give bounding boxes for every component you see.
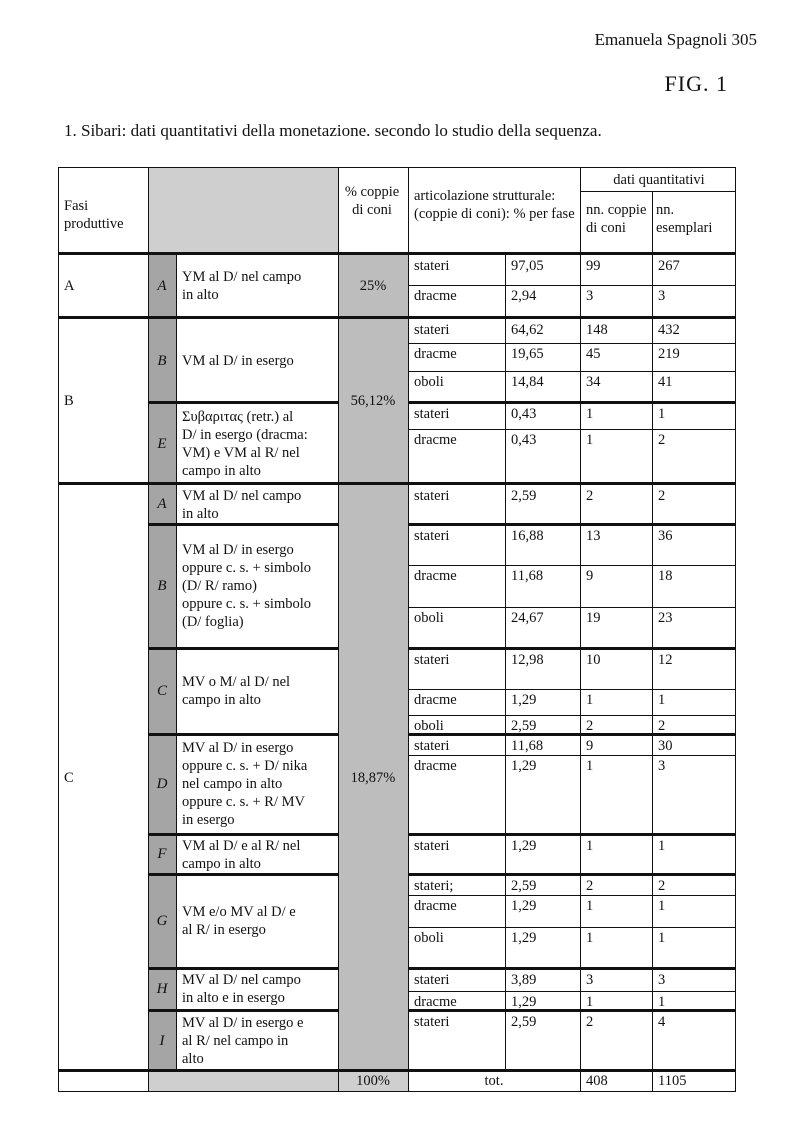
phase-top-rule	[58, 482, 735, 485]
nn-coppie-value: 2	[586, 1014, 594, 1030]
header-nn-esemplari: nn. esemplari	[656, 202, 713, 236]
nn-esemplari-value: 267	[658, 258, 680, 274]
group-data-rule	[408, 733, 735, 736]
column-rule	[148, 167, 149, 1092]
coin-type: dracme	[414, 994, 457, 1010]
coin-type: stateri;	[414, 878, 454, 894]
nn-coppie-value: 1	[586, 898, 594, 914]
phase-percentage: 1,29	[511, 994, 537, 1010]
coin-type: oboli	[414, 374, 444, 390]
group-letter: I	[159, 1033, 165, 1049]
phase-percentage: 16,88	[511, 528, 544, 544]
group-description: VM al D/ in esergo	[182, 353, 294, 369]
column-rule	[735, 167, 736, 1092]
nn-esemplari-value: 36	[658, 528, 673, 544]
coin-type: dracme	[414, 288, 457, 304]
group-letter: G	[156, 913, 168, 929]
phase-label: B	[64, 393, 74, 409]
nn-esemplari-value: 3	[658, 758, 666, 774]
nn-coppie-value: 3	[586, 972, 594, 988]
nn-esemplari-value: 3	[658, 288, 666, 304]
coin-type: oboli	[414, 930, 444, 946]
group-description: VM al D/ nel campo in alto	[182, 488, 302, 522]
phase-percent: 56,12%	[350, 393, 396, 409]
coin-type: stateri	[414, 972, 450, 988]
nn-esemplari-value: 1	[658, 838, 666, 854]
nn-esemplari-value: 1	[658, 692, 666, 708]
coin-type: stateri	[414, 738, 450, 754]
group-letter: D	[156, 776, 168, 792]
data-row-rule	[408, 343, 735, 344]
group-data-rule	[408, 967, 735, 970]
header-dati-quantitativi: dati quantitativi	[613, 172, 705, 188]
group-letter: A	[157, 496, 167, 512]
nn-coppie-value: 2	[586, 488, 594, 504]
group-letter: B	[157, 353, 167, 369]
nn-esemplari-value: 41	[658, 374, 673, 390]
total-percent: 100%	[356, 1073, 390, 1089]
data-table	[58, 167, 735, 1092]
group-description: YM al D/ nel campo in alto	[182, 269, 302, 303]
nn-esemplari-value: 1	[658, 406, 666, 422]
phase-percentage: 19,65	[511, 346, 544, 362]
phase-percentage: 0,43	[511, 432, 537, 448]
nn-coppie-value: 3	[586, 288, 594, 304]
header-esemplari-divider	[652, 191, 653, 255]
column-rule	[338, 167, 339, 1092]
data-row-rule	[408, 689, 735, 690]
column-rule	[580, 167, 581, 1092]
coin-type: stateri	[414, 406, 450, 422]
data-row-rule	[408, 927, 735, 928]
nn-esemplari-value: 2	[658, 432, 666, 448]
nn-coppie-value: 1	[586, 994, 594, 1010]
letter-column-bg	[148, 255, 176, 1071]
phase-percentage: 1,29	[511, 930, 537, 946]
phase-percentage: 14,84	[511, 374, 544, 390]
nn-esemplari-value: 2	[658, 488, 666, 504]
phase-percentage: 2,94	[511, 288, 537, 304]
group-letter: F	[157, 846, 167, 862]
nn-esemplari-value: 12	[658, 652, 673, 668]
column-rule	[58, 167, 59, 1092]
group-data-rule	[408, 523, 735, 526]
phase-percentage: 2,59	[511, 1014, 537, 1030]
nn-coppie-value: 13	[586, 528, 601, 544]
group-description: VM al D/ e al R/ nel campo in alto	[182, 838, 301, 872]
phase-percentage: 64,62	[511, 322, 544, 338]
coin-type: stateri	[414, 322, 450, 338]
coin-type: dracme	[414, 758, 457, 774]
coin-type: dracme	[414, 346, 457, 362]
nn-esemplari-value: 2	[658, 878, 666, 894]
total-esemplari: 1105	[658, 1073, 687, 1089]
data-row-rule	[408, 755, 735, 756]
phase-percent: 25%	[359, 278, 387, 294]
column-rule	[652, 255, 653, 1092]
data-row-rule	[408, 371, 735, 372]
group-description: MV al D/ in esergo e al R/ nel campo in alto	[182, 1015, 304, 1067]
table-caption: 1. Sibari: dati quantitativi della monetazione. secondo lo studio della sequenza.	[64, 121, 602, 140]
group-data-rule	[408, 833, 735, 836]
coin-type: stateri	[414, 488, 450, 504]
phase-percentage: 11,68	[511, 738, 544, 754]
coin-type: dracme	[414, 432, 457, 448]
data-row-rule	[408, 607, 735, 608]
coin-type: dracme	[414, 692, 457, 708]
coin-type: stateri	[414, 258, 450, 274]
nn-esemplari-value: 3	[658, 972, 666, 988]
group-description: VM al D/ in esergo oppure c. s. + simbolo (D/ R/ ramo) oppure c. s. + simbolo (D/ foglia)	[182, 542, 311, 630]
phase-percentage: 1,29	[511, 692, 537, 708]
nn-esemplari-value: 432	[658, 322, 680, 338]
coin-type: stateri	[414, 652, 450, 668]
group-description: MV o M/ al D/ nel campo in alto	[182, 674, 291, 708]
phase-percentage: 1,29	[511, 838, 537, 854]
coin-type: oboli	[414, 718, 444, 734]
nn-esemplari-value: 1	[658, 898, 666, 914]
group-data-rule	[408, 1009, 735, 1012]
phase-percentage: 0,43	[511, 406, 537, 422]
nn-coppie-value: 148	[586, 322, 608, 338]
figure-label: FIG. 1	[664, 71, 728, 96]
phase-percentage: 12,98	[511, 652, 544, 668]
group-description: VM e/o MV al D/ e al R/ in esergo	[182, 904, 296, 938]
header-nn-coppie: nn. coppie di coni	[586, 202, 647, 236]
nn-esemplari-value: 23	[658, 610, 673, 626]
nn-coppie-value: 19	[586, 610, 601, 626]
data-row-rule	[408, 991, 735, 992]
nn-coppie-value: 2	[586, 878, 594, 894]
column-rule	[408, 167, 409, 1092]
phase-percentage: 1,29	[511, 758, 537, 774]
nn-coppie-value: 1	[586, 930, 594, 946]
group-data-rule	[408, 401, 735, 404]
data-row-rule	[408, 895, 735, 896]
dati-subheader-rule	[580, 191, 735, 192]
phase-label: C	[64, 770, 74, 786]
coin-type: dracme	[414, 568, 457, 584]
nn-coppie-value: 2	[586, 718, 594, 734]
nn-esemplari-value: 1	[658, 930, 666, 946]
column-rule	[505, 255, 506, 1071]
nn-esemplari-value: 1	[658, 994, 666, 1010]
coin-type: dracme	[414, 898, 457, 914]
group-letter: A	[157, 278, 167, 294]
group-description: MV al D/ nel campo in alto e in esergo	[182, 972, 301, 1006]
table-bottom-rule	[58, 1091, 735, 1092]
phase-percentage: 11,68	[511, 568, 544, 584]
group-description: MV al D/ in esergo oppure c. s. + D/ nika nel campo in alto oppure c. s. + R/ MV in esergo	[182, 740, 308, 828]
running-head: Emanuela Spagnoli 305	[594, 30, 757, 49]
group-letter: C	[156, 683, 167, 699]
phase-top-rule	[58, 252, 735, 255]
data-row-rule	[408, 565, 735, 566]
nn-coppie-value: 9	[586, 568, 594, 584]
phase-percentage: 2,59	[511, 878, 537, 894]
phase-percentage: 1,29	[511, 898, 537, 914]
nn-coppie-value: 1	[586, 692, 594, 708]
nn-coppie-value: 9	[586, 738, 594, 754]
coin-type: oboli	[414, 610, 444, 626]
coin-type: stateri	[414, 1014, 450, 1030]
nn-esemplari-value: 219	[658, 346, 680, 362]
group-letter: B	[157, 578, 167, 594]
phase-percent: 18,87%	[350, 770, 396, 786]
nn-coppie-value: 45	[586, 346, 601, 362]
phase-top-rule	[58, 316, 735, 319]
nn-coppie-value: 1	[586, 838, 594, 854]
phase-percentage: 2,59	[511, 718, 537, 734]
phase-percentage: 24,67	[511, 610, 544, 626]
group-letter: E	[157, 436, 167, 452]
group-letter: H	[156, 981, 168, 997]
group-data-rule	[408, 647, 735, 650]
group-data-rule	[408, 873, 735, 876]
phase-percentage: 3,89	[511, 972, 537, 988]
coin-type: stateri	[414, 838, 450, 854]
nn-coppie-value: 1	[586, 432, 594, 448]
coin-type: stateri	[414, 528, 450, 544]
nn-esemplari-value: 18	[658, 568, 673, 584]
percent-column-bg	[338, 255, 408, 1071]
data-row-rule	[408, 285, 735, 286]
table-top-rule	[58, 167, 735, 168]
header-classificazione-bg	[148, 167, 338, 255]
phase-label: A	[64, 278, 75, 294]
nn-coppie-value: 99	[586, 258, 601, 274]
header-fasi: Fasi produttive	[64, 198, 124, 232]
total-label: tot.	[484, 1073, 504, 1089]
nn-coppie-value: 34	[586, 374, 601, 390]
nn-coppie-value: 1	[586, 406, 594, 422]
nn-esemplari-value: 30	[658, 738, 673, 754]
total-coppie: 408	[586, 1073, 608, 1089]
nn-coppie-value: 10	[586, 652, 601, 668]
data-row-rule	[408, 429, 735, 430]
group-description: Συβαριτας (retr.) al D/ in esergo (dracma: VM) e VM al R/ nel campo in alto	[182, 409, 308, 479]
phase-percentage: 97,05	[511, 258, 544, 274]
header-articolazione: articolazione strutturale:(coppie di coni): % per fase	[414, 188, 575, 222]
data-row-rule	[408, 715, 735, 716]
column-rule	[176, 255, 177, 1071]
header-percent: % coppie di coni	[344, 184, 400, 218]
nn-esemplari-value: 2	[658, 718, 666, 734]
nn-coppie-value: 1	[586, 758, 594, 774]
nn-esemplari-value: 4	[658, 1014, 666, 1030]
phase-percentage: 2,59	[511, 488, 537, 504]
